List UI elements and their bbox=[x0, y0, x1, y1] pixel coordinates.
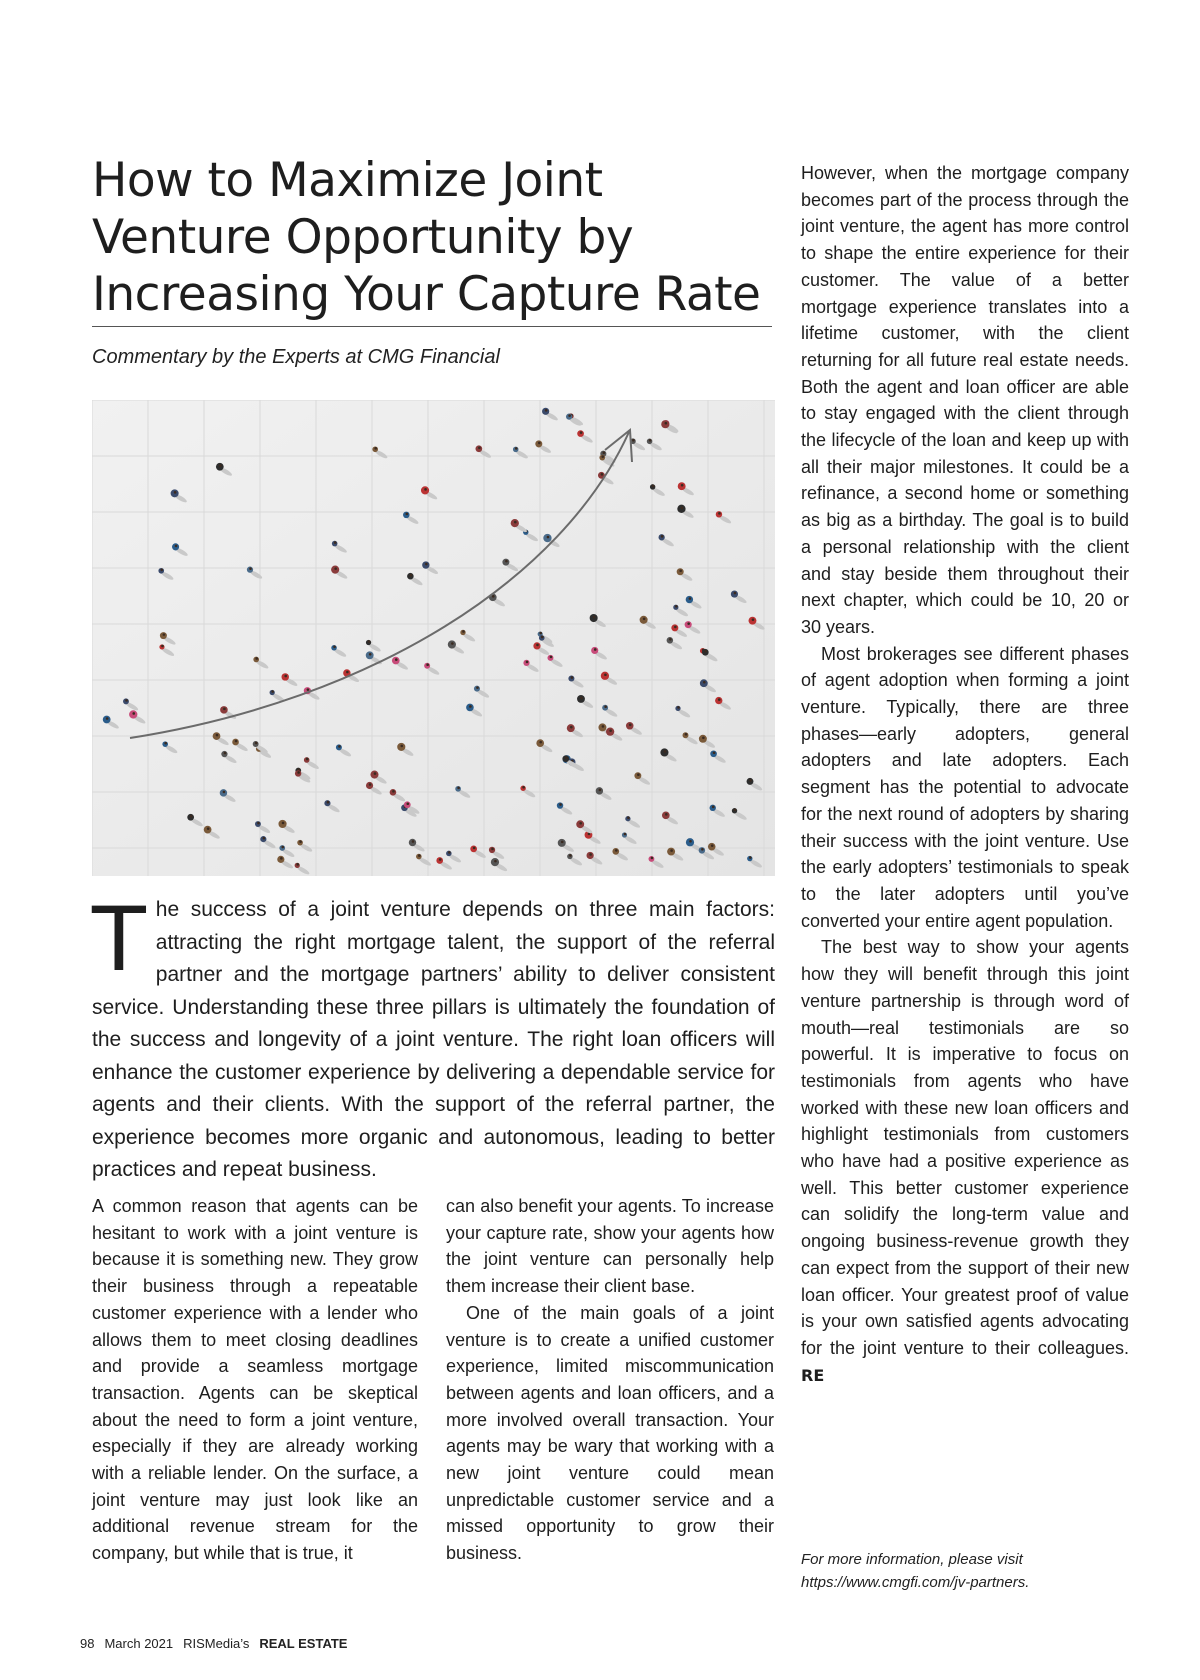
signoff-mark: RE bbox=[801, 1365, 825, 1385]
paragraph: can also benefit your agents. To increase your capture rate, show your agents how the joint venture can personally help them increase their client base. bbox=[446, 1196, 774, 1297]
more-info-line: For more information, please visit bbox=[801, 1551, 1023, 1568]
paragraph: Most brokerages see different phases of agent adoption when forming a joint venture. Typically, there are three phases—early adopters, general adopters and late adopters. Each segment has the potential to advocate for the next round of adopters by sharing their success with the joint venture. Use the early adopters’ testimonials to speak to the later adopters until you’ve converted your entire agent population. bbox=[801, 643, 1129, 931]
page-footer bbox=[80, 1636, 347, 1651]
publication-name: RISMedia’s bbox=[183, 1636, 250, 1651]
issue-date: March 2021 bbox=[104, 1636, 174, 1651]
paragraph: However, when the mortgage company becomes part of the process through the joint venture, the agent has more control to shape the entire experience for their customer. The value of a better mortgage experience translates into a lifetime customer, with the client returning for all future real estate needs. Both the agent and loan officer are able to stay engaged with the client through the lifecycle of the loan and keep up with all their major milestones. It could be a refinance, a second home or something as big as a birthday. The goal is to build a personal relationship with the client and stay beside them throughout their next chapter, which could be 10, 20 or 30 years. bbox=[801, 163, 1129, 637]
crowd-aerial-photo bbox=[92, 400, 775, 876]
article-title: How to Maximize Joint Venture Opportunity by Increasing Your Capture Rate bbox=[92, 153, 761, 322]
magazine-name: REAL ESTATE bbox=[259, 1636, 348, 1651]
plaza-ground bbox=[92, 400, 775, 876]
drop-cap: T bbox=[92, 888, 146, 991]
paragraph-text: The best way to show your agents how they will benefit through this joint venture partnership is through word of mouth—real testimonials are so powerful. It is imperative to focus on testimonials from agents who have worked with these new loan officers and highlight testimonials from customers who have had a positive experience as well. This better customer experience can solidify the long-term value and ongoing business-revenue growth they can expect from the support of their new loan officer. Your greatest proof of value is your own satisfied agents advocating for the joint venture to their colleagues. bbox=[801, 937, 1129, 1358]
title-divider bbox=[92, 326, 772, 327]
article-lede bbox=[92, 888, 775, 1187]
body-column-1 bbox=[92, 1193, 418, 1567]
paragraph: A common reason that agents can be hesitant to work with a joint venture is because it is something new. They grow their business through a repeatable customer experience with a lender who allows them to meet closing deadlines and provide a seamless mortgage transaction. Agents can be skeptical about the need to form a joint venture, especially if they are already working with a reliable lender. On the surface, a joint venture may just look like an additional revenue stream for the company, but while that is true, it bbox=[92, 1196, 418, 1564]
more-info-url[interactable]: https://www.cmgfi.com/jv-partners. bbox=[801, 1574, 1030, 1591]
article-subtitle: Commentary by the Experts at CMG Financial bbox=[92, 346, 500, 368]
body-column-2 bbox=[446, 1193, 774, 1567]
paragraph-final bbox=[801, 934, 1129, 1389]
paragraph: One of the main goals of a joint venture is to create a unified customer experience, limited miscommunication between agents and loan officers, and a more involved overall transaction. Your agents may be wary that working with a new joint venture could mean unpredictable customer service and a missed opportunity to grow their business. bbox=[446, 1302, 774, 1564]
more-info-note bbox=[801, 1548, 1131, 1594]
page-number: 98 bbox=[80, 1636, 95, 1651]
body-column-3 bbox=[801, 160, 1129, 1389]
lede-text: he success of a joint venture depends on three main factors: attracting the right mortgage talent, the support of the referral partner and the mortgage partners’ ability to deliver consistent service. Understanding these three pillars is ultimately the foundation of the success and longevity of a joint venture. The right loan officers will enhance the customer experience by delivering a dependable service for agents and their clients. With the support of the referral partner, the experience becomes more organic and autonomous, leading to better practices and repeat business. bbox=[92, 898, 775, 1181]
